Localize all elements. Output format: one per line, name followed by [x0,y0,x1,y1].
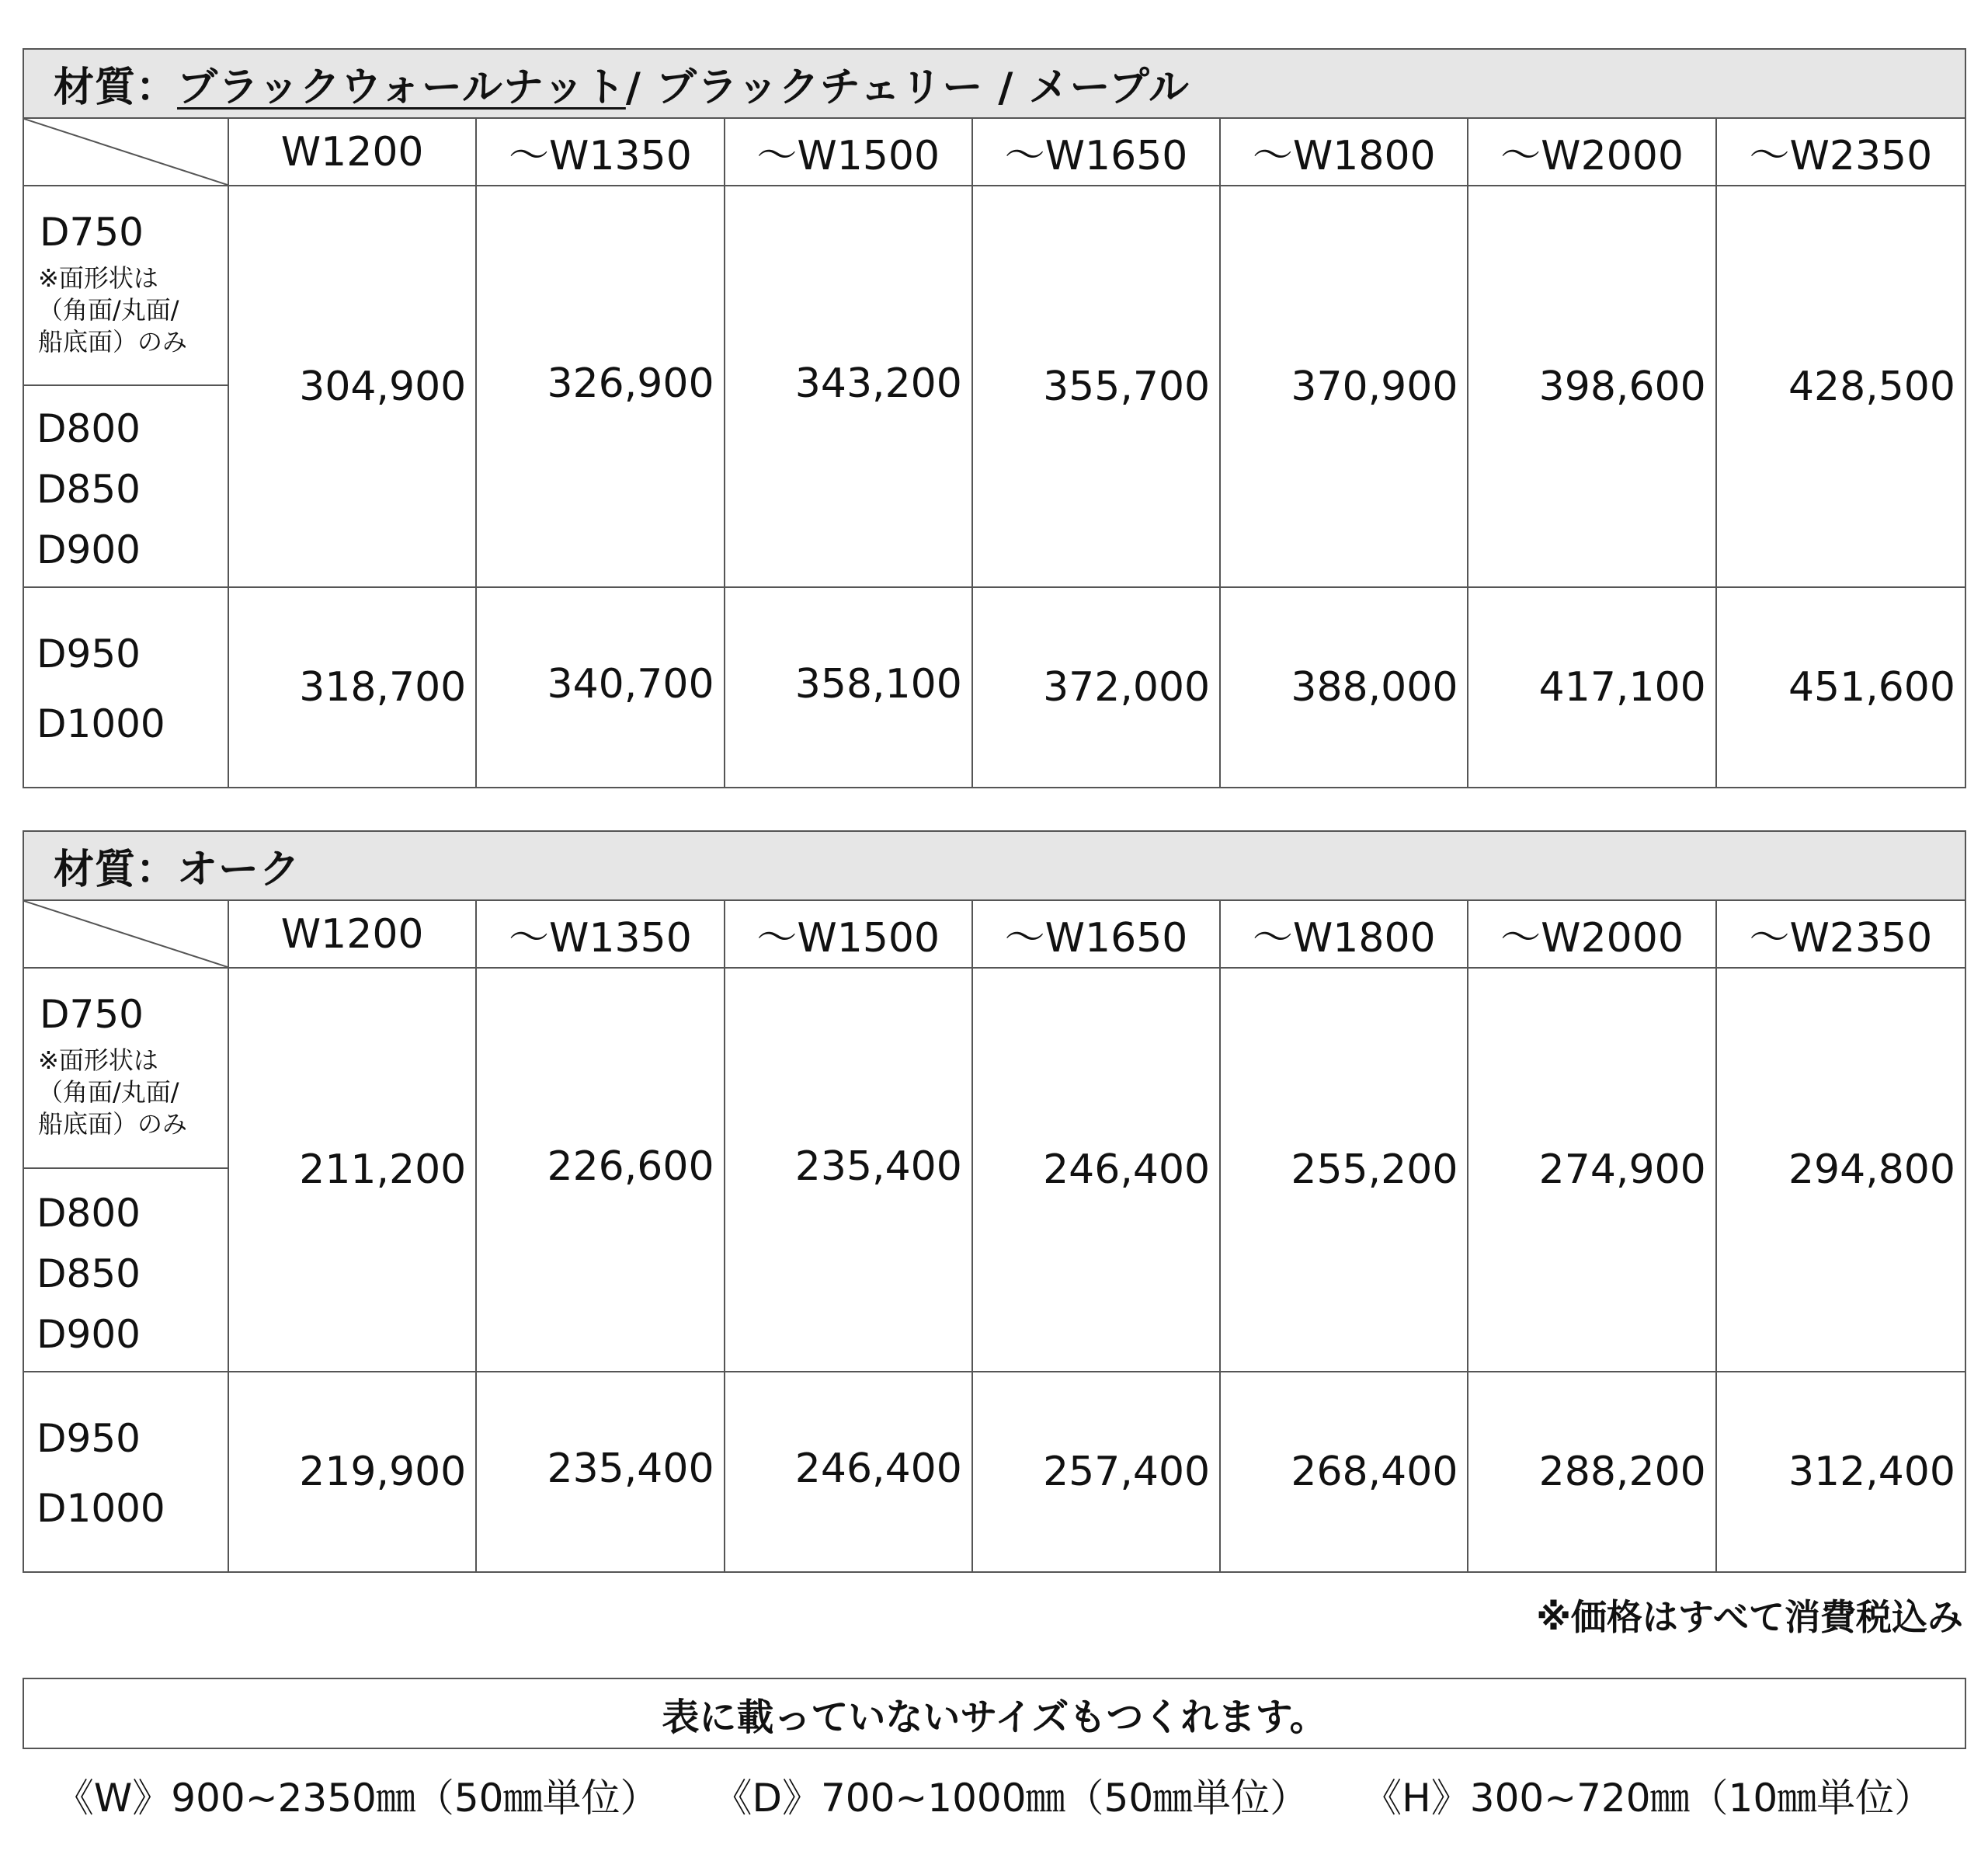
table-grid [24,119,1965,787]
price-cell: 274,900 [1468,969,1716,1372]
price-cell: 428,500 [1717,186,1965,588]
depth-label: D900 [36,527,141,572]
price-cell: 318,700 [229,588,477,787]
shape-note-line: （角面/丸面/ [38,1077,179,1107]
corner-cell [24,901,229,969]
price-cell: 288,200 [1468,1372,1716,1571]
table-title [24,832,1965,901]
shape-note-line: 船底面）のみ [38,327,188,357]
column-header: ～W1650 [973,119,1221,186]
price-table-walnut [23,48,1966,788]
price-cell: 294,800 [1717,969,1965,1372]
column-header: ～W2350 [1717,119,1965,186]
row-label-group1 [24,969,229,1372]
price-cell: 372,000 [973,588,1221,787]
depth-label: D850 [36,1251,141,1296]
shape-note-line: ※面形状は [38,1045,158,1075]
price-cell: 257,400 [973,1372,1221,1571]
price-cell: 358,100 [725,588,973,787]
size-range-depth: 《D》700~1000㎜（50㎜単位） [713,1776,1309,1821]
price-cell: 268,400 [1221,1372,1468,1571]
column-header: ～W2350 [1717,901,1965,969]
price-cell: 246,400 [973,969,1221,1372]
diagonal-line [24,119,228,185]
column-header: W1200 [229,119,477,186]
price-cell: 451,600 [1788,664,1955,711]
price-cell: 326,900 [477,186,725,588]
column-header: ～W1800 [1221,901,1468,969]
row-label-group1 [24,186,229,588]
depth-label: D750 [40,992,144,1037]
price-cell: 255,200 [1221,969,1468,1372]
shape-note-line: 船底面）のみ [38,1109,188,1139]
table-grid [24,901,1965,1571]
price-cell: 219,900 [229,1372,477,1571]
depth-label: D1000 [36,701,165,746]
column-header: ～W2000 [1468,901,1716,969]
price-cell: 355,700 [973,186,1221,588]
depth-label: D1000 [36,1486,165,1531]
size-range-height: 《H》300~720㎜（10㎜単位） [1363,1776,1934,1821]
depth-label: D800 [36,406,141,451]
title-prefix: 材質： [54,847,178,893]
price-cell: 388,000 [1221,588,1468,787]
shape-note-line: （角面/丸面/ [38,295,179,325]
price-cell: 211,200 [229,969,477,1372]
row-label-group2 [24,1372,229,1571]
diagonal-line [24,901,228,967]
title-rest: オーク [177,847,301,893]
size-range-width: 《W》900~2350㎜（50㎜単位） [54,1776,659,1821]
price-cell: 226,600 [477,969,725,1372]
column-header: W1200 [229,901,477,969]
price-cell: 343,200 [725,186,973,588]
depth-label: D850 [36,467,141,512]
depth-label: D750 [40,210,144,255]
price-cell: 235,400 [477,1372,725,1571]
price-cell: 312,400 [1788,1449,1955,1495]
price-cell: 370,900 [1221,186,1468,588]
tax-note: ※価格はすべて消費税込み [1536,1596,1963,1638]
column-header: ～W1500 [725,901,973,969]
price-cell: 304,900 [229,186,477,588]
row-label-group2 [24,588,229,787]
custom-size-box [23,1678,1966,1749]
title-rest: / ブラックチェリー / メープル [625,64,1190,111]
column-header: ～W1350 [477,119,725,186]
column-header: ～W1500 [725,119,973,186]
price-table-oak [23,830,1966,1573]
column-header: ～W2000 [1468,119,1716,186]
depth-label: D950 [36,1416,141,1461]
price-cell: 340,700 [477,588,725,787]
title-prefix: 材質： [54,64,178,111]
column-header: ～W1350 [477,901,725,969]
price-cell: 417,100 [1468,588,1716,787]
depth-label: D800 [36,1191,141,1236]
corner-cell [24,119,229,186]
depth-label: D900 [36,1312,141,1357]
depth-label: D950 [36,631,141,677]
shape-note-line: ※面形状は [38,263,158,293]
price-cell: 398,600 [1468,186,1716,588]
custom-size-note: 表に載っていないサイズもつくれます。 [662,1695,1327,1739]
column-header: ～W1800 [1221,119,1468,186]
title-underlined: ブラックウォールナット [177,64,626,111]
price-cell: 246,400 [725,1372,973,1571]
column-header: ～W1650 [973,901,1221,969]
table-title [24,50,1965,119]
price-cell: 235,400 [725,969,973,1372]
size-ranges [0,1764,1988,1826]
